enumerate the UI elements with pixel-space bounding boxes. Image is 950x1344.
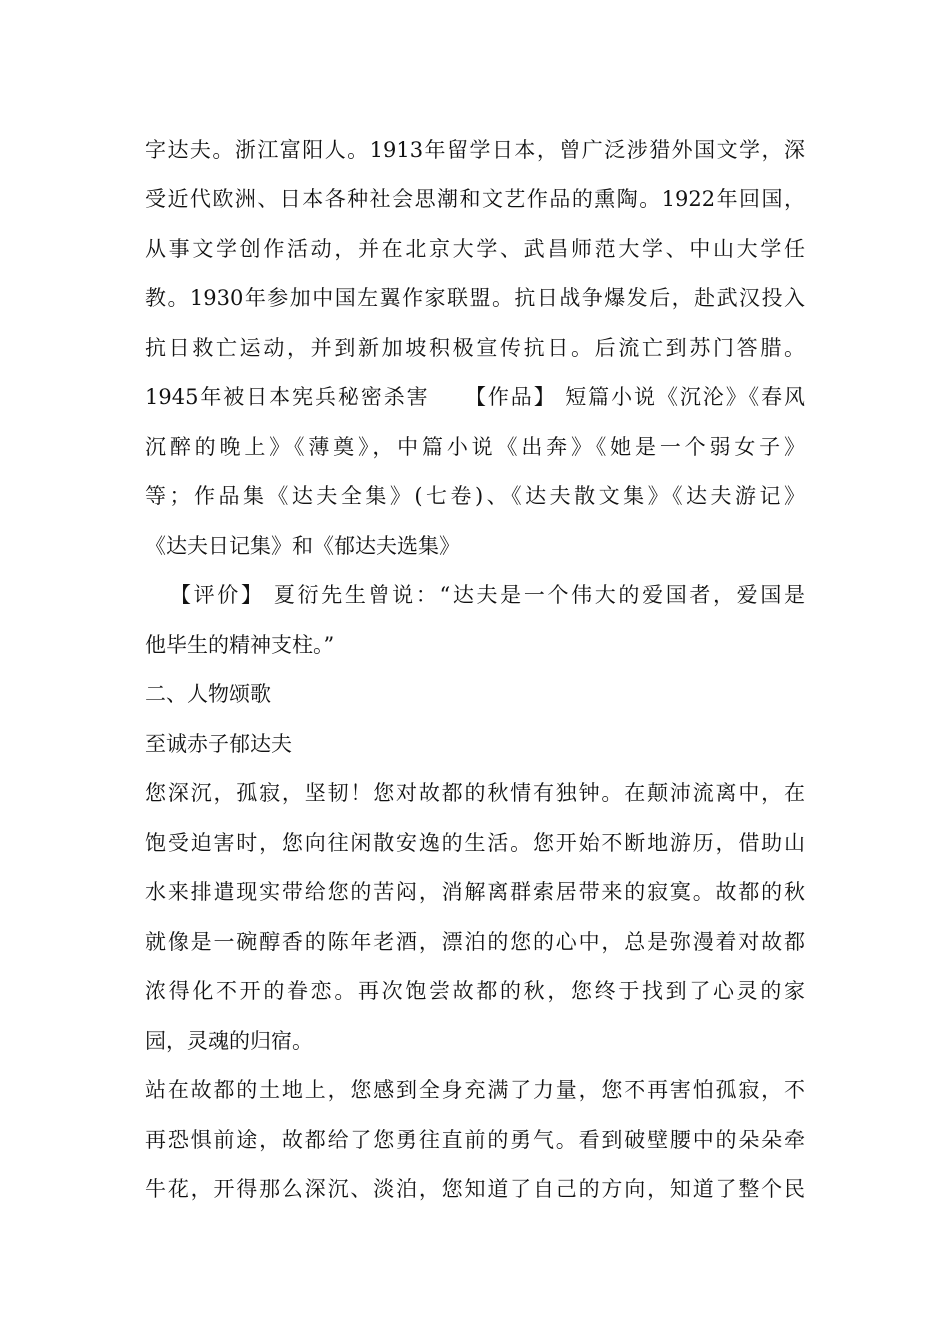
text-line: 您深沉，孤寂，坚韧！您对故都的秋情有独钟。在颠沛流离中，在 xyxy=(145,781,805,805)
text-line: 受近代欧洲、日本各种社会思潮和文艺作品的熏陶。1922年回国， xyxy=(145,187,805,211)
text-line: 他毕生的精神支柱。” xyxy=(145,633,335,657)
text-line: 字达夫。浙江富阳人。1913年留学日本，曾广泛涉猎外国文学，深 xyxy=(145,138,805,162)
text-line: 抗日救亡运动，并到新加坡积极宣传抗日。后流亡到苏门答腊。 xyxy=(145,336,805,360)
subsection-title: 至诚赤子郁达夫 xyxy=(145,732,292,756)
text-line: 牛花，开得那么深沉、淡泊，您知道了自己的方向，知道了整个民 xyxy=(145,1177,805,1201)
text-line: 沉醉的晚上》《薄奠》，中篇小说《出奔》《她是一个弱女子》 xyxy=(145,435,805,459)
text-line: 浓得化不开的眷恋。再次饱尝故都的秋，您终于找到了心灵的家 xyxy=(145,979,805,1003)
evaluation-line: 【评价】 夏衍先生曾说：“达夫是一个伟大的爱国者，爱国是 xyxy=(170,583,805,607)
text-line: 1945年被日本宪兵秘密杀害 【作品】 短篇小说《沉沦》《春风 xyxy=(145,385,805,409)
text-line: 饱受迫害时，您向往闲散安逸的生活。您开始不断地游历，借助山 xyxy=(145,831,805,855)
text-line: 水来排遣现实带给您的苦闷，消解离群索居带来的寂寞。故都的秋 xyxy=(145,880,805,904)
text-line: 教。1930年参加中国左翼作家联盟。抗日战争爆发后，赴武汉投入 xyxy=(145,286,805,310)
text-line: 站在故都的土地上，您感到全身充满了力量，您不再害怕孤寂，不 xyxy=(145,1078,805,1102)
text-line: 再恐惧前途，故都给了您勇往直前的勇气。看到破壁腰中的朵朵牵 xyxy=(145,1128,805,1152)
text-line: 从事文学创作活动，并在北京大学、武昌师范大学、中山大学任 xyxy=(145,237,805,261)
text-line: 等；作品集《达夫全集》(七卷)、《达夫散文集》《达夫游记》 xyxy=(145,484,805,508)
text-line: 园，灵魂的归宿。 xyxy=(145,1029,313,1053)
text-line: 就像是一碗醇香的陈年老酒，漂泊的您的心中，总是弥漫着对故都 xyxy=(145,930,805,954)
text-line: 《达夫日记集》和《郁达夫选集》 xyxy=(145,534,460,558)
section-heading: 二、人物颂歌 xyxy=(145,682,271,706)
